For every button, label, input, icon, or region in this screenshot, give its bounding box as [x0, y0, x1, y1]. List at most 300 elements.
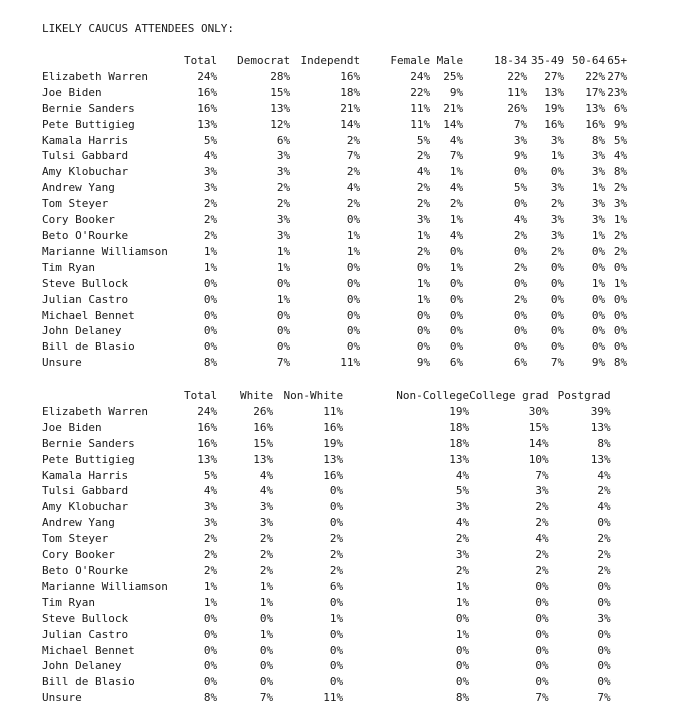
percent-cell: 3% [416, 213, 431, 227]
percent-cell: 16% [323, 468, 344, 482]
percent-cell: 0% [276, 276, 291, 290]
table-row [42, 515, 611, 531]
candidate-name: Beto O'Rourke [42, 228, 129, 242]
percent-cell: 0% [535, 579, 549, 593]
percent-cell: 24% [197, 69, 218, 83]
table-row [42, 404, 611, 420]
percent-cell: 4% [203, 484, 218, 498]
percent-cell: 1% [346, 244, 361, 258]
percent-cell: 0% [259, 611, 274, 625]
percent-cell: 8% [613, 165, 628, 179]
percent-cell: 15% [528, 420, 549, 434]
percent-cell: 4% [203, 149, 218, 163]
percent-cell: 15% [270, 85, 291, 99]
table-row [42, 117, 627, 133]
percent-cell: 0% [203, 292, 218, 306]
percent-cell: 19% [544, 101, 565, 115]
percent-cell: 1% [203, 579, 218, 593]
percent-cell: 11% [410, 117, 431, 131]
percent-cell: 2% [329, 532, 344, 546]
table-row [42, 468, 611, 484]
percent-cell: 1% [203, 595, 218, 609]
table-row [42, 69, 627, 85]
percent-cell: 3% [535, 484, 549, 498]
table-header-row [42, 53, 627, 69]
percent-cell: 26% [253, 404, 274, 418]
percent-cell: 0% [449, 292, 464, 306]
percent-cell: 3% [591, 165, 606, 179]
percent-cell: 0% [346, 308, 361, 322]
percent-cell: 0% [329, 500, 344, 514]
percent-cell: 13% [270, 101, 291, 115]
percent-cell: 16% [197, 436, 218, 450]
percent-cell: 1% [449, 260, 464, 274]
percent-cell: 2% [455, 563, 470, 577]
percent-cell: 0% [591, 292, 606, 306]
percent-cell: 0% [416, 340, 431, 354]
percent-cell: 1% [276, 260, 291, 274]
percent-cell: 5% [203, 133, 218, 147]
percent-cell: 3% [276, 228, 291, 242]
table-row [42, 595, 611, 611]
column-header-35-49: 35-49 [531, 54, 565, 67]
percent-cell: 2% [597, 548, 611, 562]
candidate-name: Amy Klobuchar [42, 500, 129, 514]
percent-cell: 3% [203, 165, 218, 179]
percent-cell: 1% [276, 244, 291, 258]
percent-cell: 0% [591, 324, 606, 338]
candidate-name: Joe Biden [42, 420, 102, 434]
percent-cell: 0% [455, 611, 470, 625]
percent-cell: 1% [259, 579, 274, 593]
percent-cell: 8% [597, 436, 611, 450]
table-row [42, 85, 627, 101]
percent-cell: 2% [259, 548, 274, 562]
column-header-male: Male [436, 54, 464, 67]
percent-cell: 24% [197, 404, 218, 418]
table-row [42, 164, 627, 180]
percent-cell: 2% [203, 548, 218, 562]
candidate-name: Bernie Sanders [42, 101, 135, 115]
percent-cell: 2% [449, 197, 464, 211]
percent-cell: 0% [203, 308, 218, 322]
percent-cell: 0% [203, 611, 218, 625]
candidate-name: Tom Steyer [42, 197, 109, 211]
candidate-name: Kamala Harris [42, 133, 129, 147]
percent-cell: 0% [550, 260, 565, 274]
percent-cell: 2% [613, 244, 628, 258]
percent-cell: 8% [455, 691, 470, 705]
percent-cell: 1% [259, 595, 274, 609]
percent-cell: 2% [416, 181, 431, 195]
column-header-college-grad: College grad [469, 389, 549, 402]
percent-cell: 14% [340, 117, 361, 131]
percent-cell: 0% [346, 324, 361, 338]
percent-cell: 2% [513, 260, 528, 274]
percent-cell: 13% [590, 452, 611, 466]
percent-cell: 6% [276, 133, 291, 147]
percent-cell: 4% [346, 181, 361, 195]
percent-cell: 27% [607, 69, 628, 83]
percent-cell: 18% [449, 436, 470, 450]
table-row [42, 547, 611, 563]
percent-cell: 7% [513, 117, 528, 131]
percent-cell: 3% [550, 213, 565, 227]
candidate-name: Steve Bullock [42, 611, 129, 625]
percent-cell: 2% [203, 197, 218, 211]
percent-cell: 4% [613, 149, 628, 163]
table-row [42, 276, 627, 292]
candidate-name: Marianne Williamson [42, 244, 168, 258]
percent-cell: 0% [203, 324, 218, 338]
column-header-white: White [240, 389, 274, 402]
percent-cell: 0% [597, 627, 611, 641]
candidate-name: Elizabeth Warren [42, 404, 148, 418]
table-row [42, 292, 627, 308]
percent-cell: 3% [276, 213, 291, 227]
table-row [42, 611, 611, 627]
candidate-name: Kamala Harris [42, 468, 129, 482]
percent-cell: 6% [329, 579, 344, 593]
percent-cell: 0% [535, 659, 549, 673]
percent-cell: 3% [591, 213, 606, 227]
table-row [42, 627, 611, 643]
candidate-name: Michael Bennet [42, 643, 135, 657]
percent-cell: 1% [329, 611, 344, 625]
percent-cell: 15% [253, 436, 274, 450]
percent-cell: 18% [340, 85, 361, 99]
percent-cell: 0% [259, 643, 274, 657]
table-row [42, 133, 627, 149]
percent-cell: 2% [550, 244, 565, 258]
column-header-democrat: Democrat [237, 54, 291, 67]
percent-cell: 0% [449, 324, 464, 338]
percent-cell: 3% [550, 133, 565, 147]
percent-cell: 16% [197, 85, 218, 99]
percent-cell: 1% [203, 260, 218, 274]
percent-cell: 0% [329, 659, 344, 673]
percent-cell: 1% [455, 579, 470, 593]
percent-cell: 1% [449, 165, 464, 179]
percent-cell: 0% [550, 340, 565, 354]
candidate-name: Unsure [42, 691, 82, 705]
percent-cell: 5% [513, 181, 528, 195]
percent-cell: 0% [203, 276, 218, 290]
column-header-female: Female [390, 54, 431, 67]
column-header-postgrad: Postgrad [557, 389, 611, 402]
percent-cell: 1% [455, 627, 470, 641]
percent-cell: 2% [597, 563, 611, 577]
percent-cell: 3% [591, 149, 606, 163]
percent-cell: 8% [613, 356, 628, 370]
percent-cell: 13% [544, 85, 565, 99]
percent-cell: 18% [449, 420, 470, 434]
candidate-name: Unsure [42, 356, 82, 370]
percent-cell: 26% [507, 101, 528, 115]
percent-cell: 7% [550, 356, 565, 370]
percent-cell: 0% [591, 260, 606, 274]
percent-cell: 1% [591, 181, 606, 195]
percent-cell: 2% [613, 228, 628, 242]
percent-cell: 3% [259, 500, 274, 514]
percent-cell: 0% [613, 324, 628, 338]
percent-cell: 1% [591, 276, 606, 290]
percent-cell: 7% [535, 691, 549, 705]
column-header-non-white: Non-White [283, 389, 344, 402]
percent-cell: 2% [259, 532, 274, 546]
percent-cell: 3% [455, 548, 470, 562]
candidate-name: Andrew Yang [42, 516, 115, 530]
percent-cell: 6% [513, 356, 528, 370]
percent-cell: 0% [329, 643, 344, 657]
crosstab-party-gender-age [42, 53, 627, 371]
table-row [42, 579, 611, 595]
percent-cell: 3% [455, 500, 470, 514]
percent-cell: 4% [259, 468, 274, 482]
percent-cell: 0% [416, 308, 431, 322]
percent-cell: 5% [416, 133, 431, 147]
percent-cell: 8% [203, 691, 218, 705]
percent-cell: 8% [591, 133, 606, 147]
percent-cell: 3% [203, 500, 218, 514]
percent-cell: 1% [613, 213, 628, 227]
percent-cell: 1% [591, 228, 606, 242]
percent-cell: 1% [449, 213, 464, 227]
column-header-total: Total [184, 54, 218, 67]
subtitle: LIKELY CAUCUS ATTENDEES ONLY: [42, 22, 235, 35]
percent-cell: 14% [528, 436, 549, 450]
percent-cell: 2% [535, 563, 549, 577]
column-header-50-64: 50-64 [572, 54, 606, 67]
percent-cell: 0% [513, 324, 528, 338]
table-row [42, 355, 627, 371]
percent-cell: 1% [346, 228, 361, 242]
percent-cell: 0% [203, 659, 218, 673]
percent-cell: 2% [535, 548, 549, 562]
percent-cell: 16% [323, 420, 344, 434]
percent-cell: 0% [550, 324, 565, 338]
percent-cell: 30% [528, 404, 549, 418]
percent-cell: 7% [535, 468, 549, 482]
table-row [42, 260, 627, 276]
table-row [42, 690, 611, 706]
percent-cell: 0% [449, 340, 464, 354]
percent-cell: 0% [613, 260, 628, 274]
percent-cell: 3% [591, 197, 606, 211]
percent-cell: 7% [449, 149, 464, 163]
percent-cell: 0% [203, 675, 218, 689]
percent-cell: 5% [613, 133, 628, 147]
percent-cell: 2% [203, 228, 218, 242]
percent-cell: 0% [597, 595, 611, 609]
percent-cell: 4% [259, 484, 274, 498]
percent-cell: 27% [544, 69, 565, 83]
table-row [42, 244, 627, 260]
candidate-name: Amy Klobuchar [42, 165, 129, 179]
percent-cell: 23% [607, 85, 628, 99]
percent-cell: 4% [597, 468, 611, 482]
percent-cell: 0% [513, 340, 528, 354]
percent-cell: 5% [203, 468, 218, 482]
percent-cell: 11% [410, 101, 431, 115]
percent-cell: 0% [455, 675, 470, 689]
candidate-name: Andrew Yang [42, 181, 115, 195]
percent-cell: 16% [585, 117, 606, 131]
percent-cell: 25% [443, 69, 464, 83]
percent-cell: 21% [443, 101, 464, 115]
percent-cell: 6% [449, 356, 464, 370]
percent-cell: 1% [455, 595, 470, 609]
table-row [42, 436, 611, 452]
percent-cell: 0% [203, 643, 218, 657]
percent-cell: 2% [455, 532, 470, 546]
percent-cell: 7% [597, 691, 611, 705]
percent-cell: 6% [613, 101, 628, 115]
percent-cell: 11% [323, 691, 344, 705]
percent-cell: 2% [535, 500, 549, 514]
percent-cell: 2% [276, 181, 291, 195]
candidate-name: Tim Ryan [42, 595, 95, 609]
percent-cell: 16% [544, 117, 565, 131]
candidate-name: Steve Bullock [42, 276, 129, 290]
percent-cell: 11% [323, 404, 344, 418]
percent-cell: 0% [346, 260, 361, 274]
table-row [42, 101, 627, 117]
percent-cell: 4% [597, 500, 611, 514]
candidate-name: Cory Booker [42, 213, 115, 227]
percent-cell: 13% [449, 452, 470, 466]
percent-cell: 9% [613, 117, 628, 131]
percent-cell: 4% [416, 165, 431, 179]
candidate-name: Joe Biden [42, 85, 102, 99]
percent-cell: 3% [550, 228, 565, 242]
percent-cell: 4% [449, 181, 464, 195]
percent-cell: 19% [449, 404, 470, 418]
percent-cell: 2% [416, 244, 431, 258]
percent-cell: 0% [449, 308, 464, 322]
percent-cell: 0% [597, 579, 611, 593]
percent-cell: 3% [259, 516, 274, 530]
percent-cell: 2% [550, 197, 565, 211]
table-row [42, 196, 627, 212]
table-row [42, 483, 611, 499]
candidate-name: Bernie Sanders [42, 436, 135, 450]
percent-cell: 9% [513, 149, 528, 163]
percent-cell: 12% [270, 117, 291, 131]
percent-cell: 9% [449, 85, 464, 99]
table-row [42, 499, 611, 515]
percent-cell: 9% [591, 356, 606, 370]
candidate-name: Tom Steyer [42, 532, 109, 546]
candidate-name: Marianne Williamson [42, 579, 168, 593]
table-row [42, 452, 611, 468]
percent-cell: 22% [507, 69, 528, 83]
percent-cell: 16% [253, 420, 274, 434]
percent-cell: 2% [535, 516, 549, 530]
percent-cell: 0% [591, 308, 606, 322]
table-row [42, 674, 611, 690]
percent-cell: 4% [455, 468, 470, 482]
percent-cell: 2% [203, 532, 218, 546]
percent-cell: 1% [550, 149, 565, 163]
percent-cell: 1% [613, 276, 628, 290]
percent-cell: 11% [507, 85, 528, 99]
percent-cell: 0% [513, 244, 528, 258]
candidate-name: Bill de Blasio [42, 675, 135, 689]
percent-cell: 0% [449, 244, 464, 258]
percent-cell: 3% [550, 181, 565, 195]
percent-cell: 0% [329, 627, 344, 641]
percent-cell: 1% [416, 228, 431, 242]
percent-cell: 0% [535, 643, 549, 657]
percent-cell: 2% [513, 228, 528, 242]
column-header-independent: Independt [300, 54, 361, 67]
percent-cell: 3% [203, 516, 218, 530]
candidate-name: Julian Castro [42, 292, 129, 306]
percent-cell: 2% [329, 563, 344, 577]
table-row [42, 563, 611, 579]
percent-cell: 1% [276, 292, 291, 306]
table-row [42, 212, 627, 228]
candidate-name: Julian Castro [42, 627, 129, 641]
percent-cell: 8% [203, 356, 218, 370]
percent-cell: 7% [259, 691, 274, 705]
candidate-name: Pete Buttigieg [42, 117, 135, 131]
percent-cell: 0% [591, 244, 606, 258]
table-row [42, 643, 611, 659]
percent-cell: 0% [597, 516, 611, 530]
percent-cell: 13% [253, 452, 274, 466]
table-row [42, 531, 611, 547]
column-header-total: Total [184, 389, 218, 402]
percent-cell: 0% [346, 213, 361, 227]
percent-cell: 3% [203, 181, 218, 195]
percent-cell: 2% [203, 213, 218, 227]
percent-cell: 11% [340, 356, 361, 370]
percent-cell: 2% [346, 197, 361, 211]
table-row [42, 148, 627, 164]
percent-cell: 0% [535, 611, 549, 625]
percent-cell: 16% [197, 101, 218, 115]
percent-cell: 0% [203, 627, 218, 641]
percent-cell: 4% [449, 133, 464, 147]
percent-cell: 0% [449, 276, 464, 290]
percent-cell: 3% [513, 133, 528, 147]
table-row [42, 323, 627, 339]
percent-cell: 0% [613, 292, 628, 306]
percent-cell: 14% [443, 117, 464, 131]
candidate-name: Pete Buttigieg [42, 452, 135, 466]
percent-cell: 1% [416, 292, 431, 306]
percent-cell: 0% [416, 260, 431, 274]
percent-cell: 24% [410, 69, 431, 83]
percent-cell: 0% [613, 340, 628, 354]
percent-cell: 0% [550, 308, 565, 322]
candidate-name: Michael Bennet [42, 308, 135, 322]
percent-cell: 0% [597, 675, 611, 689]
percent-cell: 0% [259, 659, 274, 673]
percent-cell: 0% [329, 675, 344, 689]
percent-cell: 0% [613, 308, 628, 322]
percent-cell: 2% [329, 548, 344, 562]
percent-cell: 0% [550, 292, 565, 306]
percent-cell: 13% [323, 452, 344, 466]
percent-cell: 0% [416, 324, 431, 338]
percent-cell: 0% [203, 340, 218, 354]
percent-cell: 2% [513, 292, 528, 306]
percent-cell: 17% [585, 85, 606, 99]
percent-cell: 2% [597, 532, 611, 546]
